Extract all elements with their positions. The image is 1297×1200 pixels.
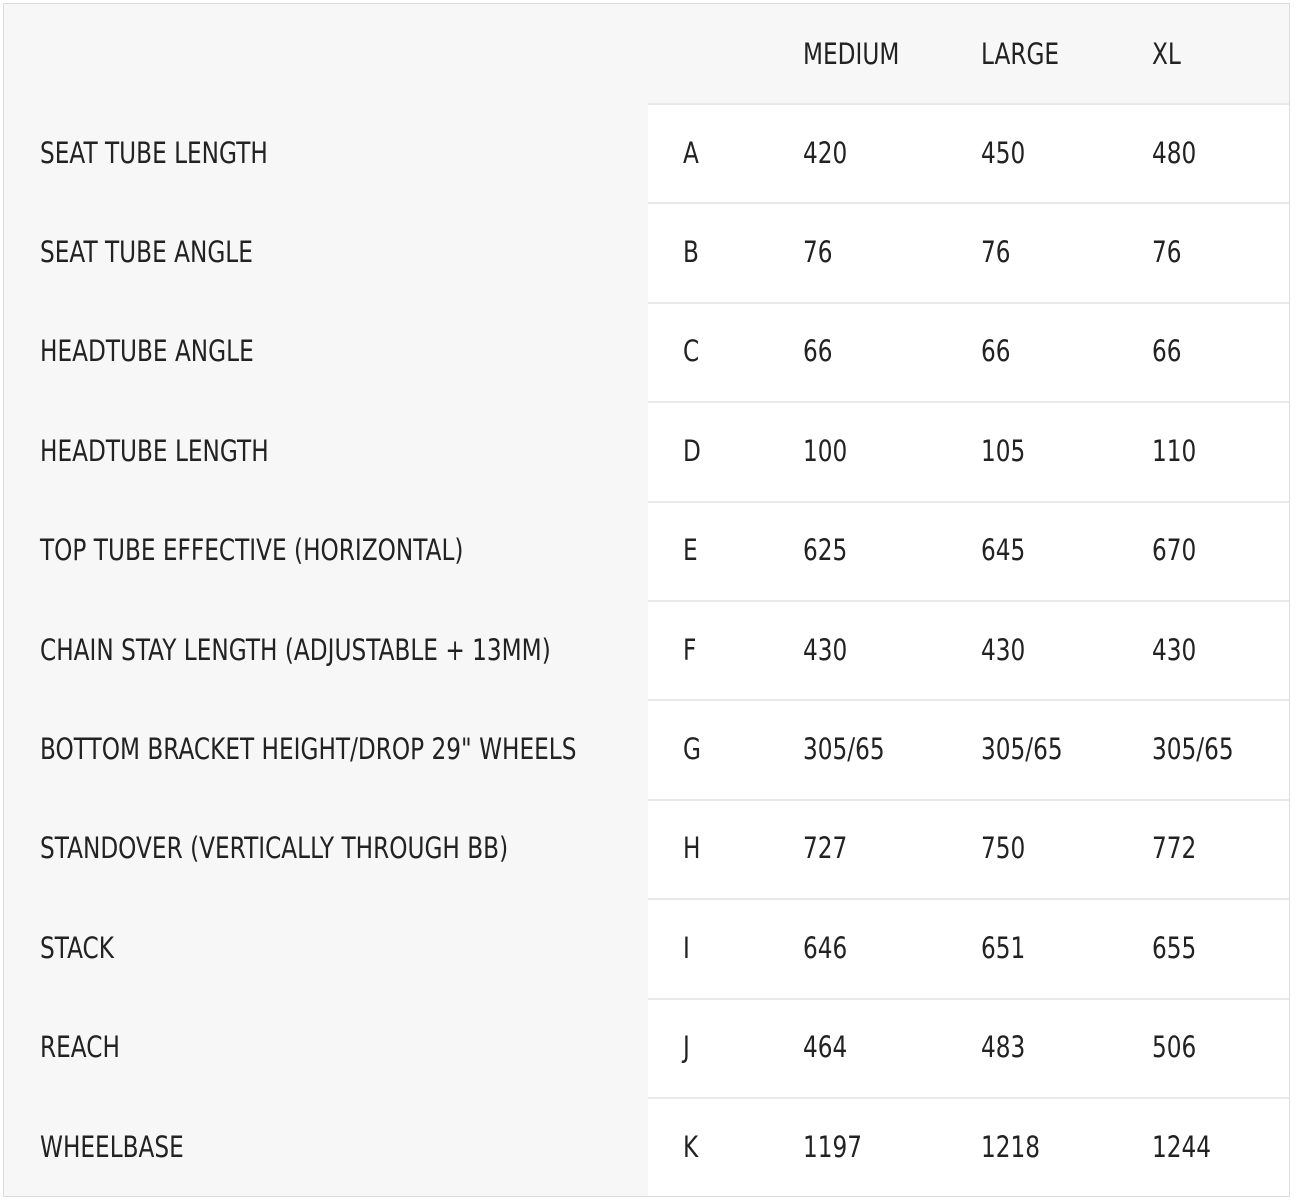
cell-large: 750 [981,831,1026,866]
row-label: WHEELBASE [40,1129,184,1164]
row-letter: E [683,533,698,568]
row-label: HEADTUBE LENGTH [40,433,269,468]
row-letter: B [683,235,699,270]
cell-large: 105 [981,433,1026,468]
row-label: SEAT TUBE ANGLE [40,235,253,270]
row-label: REACH [40,1030,120,1065]
header-medium: MEDIUM [803,36,900,71]
row-letter: J [683,1030,690,1065]
header-large: LARGE [981,36,1060,71]
cell-large: 1218 [981,1129,1041,1164]
cell-xl: 480 [1152,135,1197,170]
cell-xl: 772 [1152,831,1197,866]
row-letter: F [683,632,697,667]
row-letter: H [683,831,701,866]
cell-medium: 727 [803,831,848,866]
table-row [4,302,1289,401]
row-letter: I [683,930,690,965]
row-letter: D [683,433,701,468]
row-label: TOP TUBE EFFECTIVE (HORIZONTAL) [40,533,464,568]
cell-medium: 430 [803,632,848,667]
cell-xl: 305/65 [1152,732,1234,767]
row-letter: A [683,135,699,170]
cell-large: 645 [981,533,1026,568]
cell-xl: 76 [1152,235,1182,270]
cell-medium: 625 [803,533,848,568]
cell-medium: 464 [803,1030,848,1065]
cell-large: 430 [981,632,1026,667]
cell-xl: 655 [1152,930,1197,965]
cell-medium: 76 [803,235,833,270]
cell-large: 651 [981,930,1026,965]
row-label: SEAT TUBE LENGTH [40,135,268,170]
cell-medium: 66 [803,334,833,369]
cell-medium: 100 [803,433,848,468]
cell-xl: 430 [1152,632,1197,667]
cell-xl: 670 [1152,533,1197,568]
cell-large: 450 [981,135,1026,170]
cell-xl: 506 [1152,1030,1197,1065]
cell-xl: 66 [1152,334,1182,369]
header-xl: XL [1152,36,1181,71]
cell-xl: 1244 [1152,1129,1212,1164]
table-row [4,202,1289,301]
row-label: HEADTUBE ANGLE [40,334,254,369]
table-row [4,600,1289,699]
cell-medium: 1197 [803,1129,863,1164]
cell-medium: 305/65 [803,732,885,767]
table-row [4,501,1289,600]
cell-large: 305/65 [981,732,1063,767]
table-row [4,1097,1289,1196]
cell-xl: 110 [1152,433,1197,468]
table-row [4,401,1289,500]
table-row [4,998,1289,1097]
cell-large: 483 [981,1030,1026,1065]
row-letter: C [683,334,700,369]
cell-medium: 420 [803,135,848,170]
header-background [648,4,1289,103]
row-label: BOTTOM BRACKET HEIGHT/DROP 29" WHEELS [40,732,577,767]
row-divider [648,202,1289,204]
table-row [4,799,1289,898]
geometry-table [3,3,1290,1197]
table-row [4,103,1289,202]
table-row [4,699,1289,798]
table-row [4,898,1289,997]
cell-medium: 646 [803,930,848,965]
row-letter: G [683,732,701,767]
row-label: CHAIN STAY LENGTH (ADJUSTABLE + 13MM) [40,632,551,667]
row-label: STANDOVER (VERTICALLY THROUGH BB) [40,831,509,866]
row-letter: K [683,1129,699,1164]
row-divider [648,302,1289,304]
row-label: STACK [40,930,114,965]
cell-large: 76 [981,235,1011,270]
cell-large: 66 [981,334,1011,369]
